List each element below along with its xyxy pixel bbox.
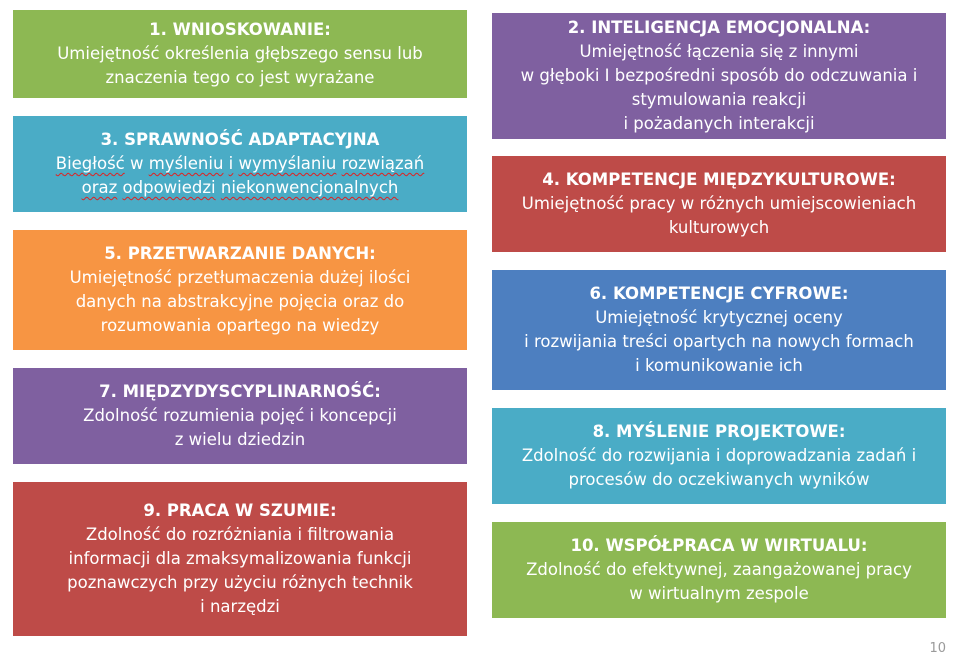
competency-description: Zdolność do rozróżniania i filtrowania informacji dla zmaksymalizowania funkcji poznawczych przy użyciu różnych technik i narzędzi (67, 525, 413, 616)
spellcheck-word: rozwiązań (341, 154, 425, 173)
competency-box-inteligencja-emocjonalna (492, 13, 946, 139)
competency-title: 1. WNIOSKOWANIE: (149, 20, 331, 39)
spellcheck-word: oraz (81, 178, 118, 197)
competency-title: 4. KOMPETENCJE MIĘDZYKULTUROWE: (542, 170, 896, 189)
competency-description: Zdolność do rozwijania i doprowadzania zadań i procesów do oczekiwanych wyników (521, 446, 917, 489)
competency-description: Umiejętność przetłumaczenia dużej ilości danych na abstrakcyjne pojęcia oraz do rozumowania opartego na wiedzy (69, 268, 411, 335)
competency-title: 2. INTELIGENCJA EMOCJONALNA: (567, 18, 871, 37)
competency-description: Umiejętność pracy w różnych umiejscowieniach kulturowych (521, 194, 917, 237)
page-number: 10 (929, 641, 946, 656)
competency-box-wspolpraca-w-wirtualu (492, 522, 946, 618)
competency-description: Zdolność rozumienia pojęć i koncepcji z wielu dziedzin (83, 406, 397, 449)
competency-description-line-1 (56, 152, 425, 176)
spellcheck-word: i (228, 154, 234, 173)
competency-description: Umiejętność określenia głębszego sensu lub znaczenia tego co jest wyrażane (57, 44, 423, 87)
spellcheck-word: Biegłość (55, 154, 125, 173)
spellcheck-word: wymyślaniu (238, 154, 337, 173)
competency-box-sprawnosc-adaptacyjna (13, 116, 467, 212)
spellcheck-word: niekonwencjonalnych (220, 178, 399, 197)
competency-title: 10. WSPÓŁPRACA W WIRTUALU: (570, 536, 868, 555)
competency-box-wnioskowanie (13, 10, 467, 98)
competency-title: 9. PRACA W SZUMIE: (143, 501, 337, 520)
competency-box-przetwarzanie-danych (13, 230, 467, 350)
competency-description: Zdolność do efektywnej, zaangażowanej pracy w wirtualnym zespole (526, 560, 912, 603)
competency-description: Umiejętność łączenia się z innymi w głęboki I bezpośredni sposób do odczuwania i stymulowania reakcji i pożadanych interakcji (520, 42, 918, 133)
word: w (129, 154, 144, 173)
spellcheck-word: odpowiedzi (122, 178, 216, 197)
competency-box-kompetencje-miedzykulturowe (492, 156, 946, 252)
competency-title: 8. MYŚLENIE PROJEKTOWE: (592, 422, 846, 441)
competency-title: 6. KOMPETENCJE CYFROWE: (589, 284, 849, 303)
spellcheck-word: myśleniu (148, 154, 224, 173)
competency-description-line-2 (82, 176, 399, 200)
competency-box-kompetencje-cyfrowe (492, 270, 946, 390)
competency-description: Umiejętność krytycznej oceny i rozwijania treści opartych na nowych formach i komunikowanie ich (524, 308, 914, 375)
competency-title: 5. PRZETWARZANIE DANYCH: (104, 244, 376, 263)
competency-box-myslenie-projektowe (492, 408, 946, 504)
competency-title: 7. MIĘDZYDYSCYPLINARNOŚĆ: (99, 382, 381, 401)
competency-box-praca-w-szumie (13, 482, 467, 636)
competency-title: 3. SPRAWNOŚĆ ADAPTACYJNA (100, 130, 380, 149)
competency-box-miedzydyscyplinarnosc (13, 368, 467, 464)
